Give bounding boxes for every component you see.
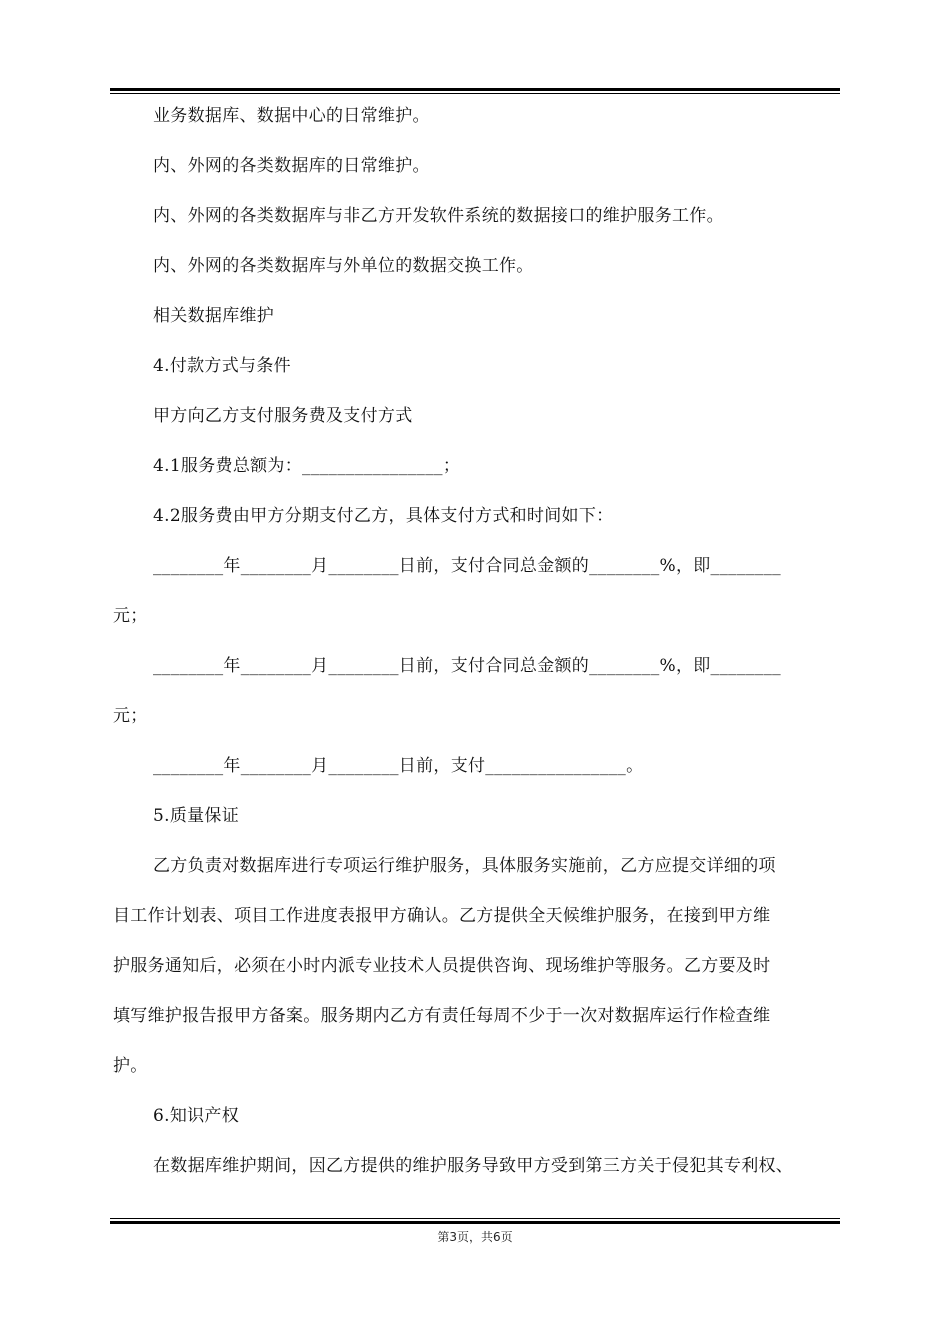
paragraph-line: 4.付款方式与条件 <box>153 356 291 376</box>
paragraph-line: ________年________月________日前，支付合同总金额的________%，即________ <box>153 556 781 576</box>
paragraph-line: 内、外网的各类数据库与外单位的数据交换工作。 <box>153 256 534 276</box>
paragraph-line: 填写维护报告报甲方备案。服务期内乙方有责任每周不少于一次对数据库运行作检查维 <box>113 1006 771 1026</box>
paragraph-line: 元； <box>113 606 148 626</box>
paragraph-line: 4.2服务费由甲方分期支付乙方，具体支付方式和时间如下： <box>153 506 614 526</box>
paragraph-line: 内、外网的各类数据库的日常维护。 <box>153 156 430 176</box>
footer-rule <box>110 1218 840 1224</box>
paragraph-line: 护。 <box>113 1056 148 1076</box>
paragraph-line: 5.质量保证 <box>153 806 240 826</box>
paragraph-line: 甲方向乙方支付服务费及支付方式 <box>153 406 413 426</box>
paragraph-line: 6.知识产权 <box>153 1106 240 1126</box>
paragraph-line: 业务数据库、数据中心的日常维护。 <box>153 106 430 126</box>
paragraph-line: 在数据库维护期间，因乙方提供的维护服务导致甲方受到第三方关于侵犯其专利权、 <box>153 1156 794 1176</box>
paragraph-line: 乙方负责对数据库进行专项运行维护服务，具体服务实施前，乙方应提交详细的项 <box>153 856 776 876</box>
paragraph-line: 4.1服务费总额为：________________； <box>153 456 461 476</box>
paragraph-line: ________年________月________日前，支付________________。 <box>153 756 644 776</box>
page-number: 第3页，共6页 <box>437 1230 513 1244</box>
paragraph-line: 元； <box>113 706 148 726</box>
paragraph-line: 目工作计划表、项目工作进度表报甲方确认。乙方提供全天候维护服务，在接到甲方维 <box>113 906 771 926</box>
paragraph-line: 相关数据库维护 <box>153 306 275 326</box>
paragraph-line: ________年________月________日前，支付合同总金额的________%，即________ <box>153 656 781 676</box>
paragraph-line: 内、外网的各类数据库与非乙方开发软件系统的数据接口的维护服务工作。 <box>153 206 724 226</box>
paragraph-line: 护服务通知后，必须在小时内派专业技术人员提供咨询、现场维护等服务。乙方要及时 <box>113 956 771 976</box>
header-rule <box>110 88 840 94</box>
